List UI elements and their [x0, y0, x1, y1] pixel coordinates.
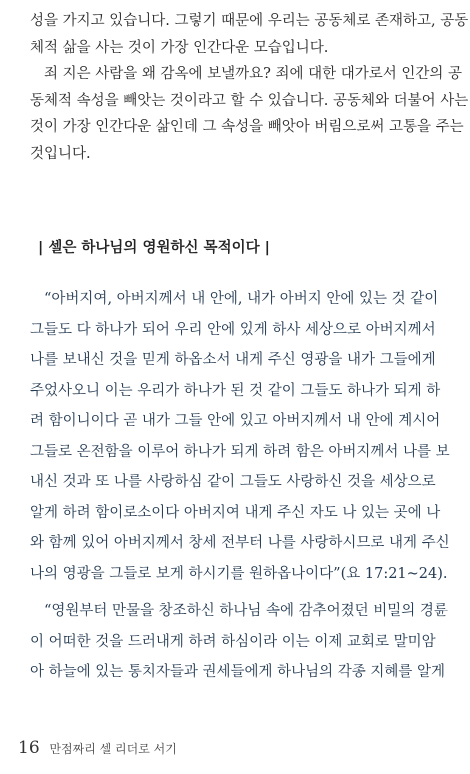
scripture-quote: [30, 284, 450, 589]
text-line: 나의 영광을 그들로 보게 하시기를 원하옵나이다”(요 17:21~24).: [30, 565, 448, 582]
text-line: 려 함이니이다 곧 내가 그들 안에 있고 아버지께서 내 안에 계시어: [30, 413, 441, 429]
text-line: 동체적 속성을 빼앗는 것이라고 할 수 있습니다. 공동체와 더불어 사는: [30, 92, 469, 109]
text-line: 성을 가지고 있습니다. 그렇기 때문에 우리는 공동체로 존재하고, 공동: [30, 13, 469, 29]
page-footer: [18, 738, 177, 758]
scripture-quote: [30, 596, 450, 688]
text-line: 내신 것과 또 나를 사랑하심 같이 그들도 사랑하신 것을 세상으로: [30, 474, 436, 490]
text-line: 죄 지은 사람을 왜 감옥에 보낼까요? 죄에 대한 대가로서 인간의 공: [44, 66, 463, 82]
text-line: “영원부터 만물을 창조하신 하나님 속에 감추어졌던 비밀의 경륜: [44, 603, 448, 619]
text-line: 아 하늘에 있는 통치자들과 권세들에게 하나님의 각종 지혜를 알게: [30, 664, 446, 680]
text-line: 나를 보내신 것을 믿게 하옵소서 내게 주신 영광을 내가 그들에게: [30, 352, 436, 368]
section-heading: | 셀은 하나님의 영원하신 목적이다 |: [38, 240, 270, 256]
text-line: 이 어떠한 것을 드러내게 하려 하심이라 이는 이제 교회로 말미암: [30, 633, 436, 650]
text-line: 것이 가장 인간다운 삶인데 그 속성을 빼앗아 버림으로써 고통을 주는: [30, 119, 464, 135]
intro-paragraph: [30, 8, 469, 167]
text-line: 주었사오니 이는 우리가 하나가 된 것 같이 그들도 하나가 되게 하: [30, 382, 441, 399]
text-line: 와 함께 있어 아버지께서 창세 전부터 나를 사랑하시므로 내게 주신: [30, 535, 450, 551]
text-line: 그들도 다 하나가 되어 우리 안에 있게 하사 세상으로 아버지께서: [30, 321, 436, 338]
page-number: 16: [18, 738, 40, 758]
text-line: “아버지여, 아버지께서 내 안에, 내가 아버지 안에 있는 것 같이: [44, 291, 439, 307]
text-line: 그들로 온전함을 이루어 하나가 되게 하려 함은 아버지께서 나를 보: [30, 443, 450, 460]
text-line: 것입니다.: [30, 145, 91, 162]
book-title: 만점짜리 셀 리더로 서기: [49, 742, 177, 756]
text-line: 체적 삶을 사는 것이 가장 인간다운 모습입니다.: [30, 39, 329, 56]
text-line: 알게 하려 함이로소이다 아버지여 내게 주신 자도 나 있는 곳에 나: [30, 504, 441, 521]
